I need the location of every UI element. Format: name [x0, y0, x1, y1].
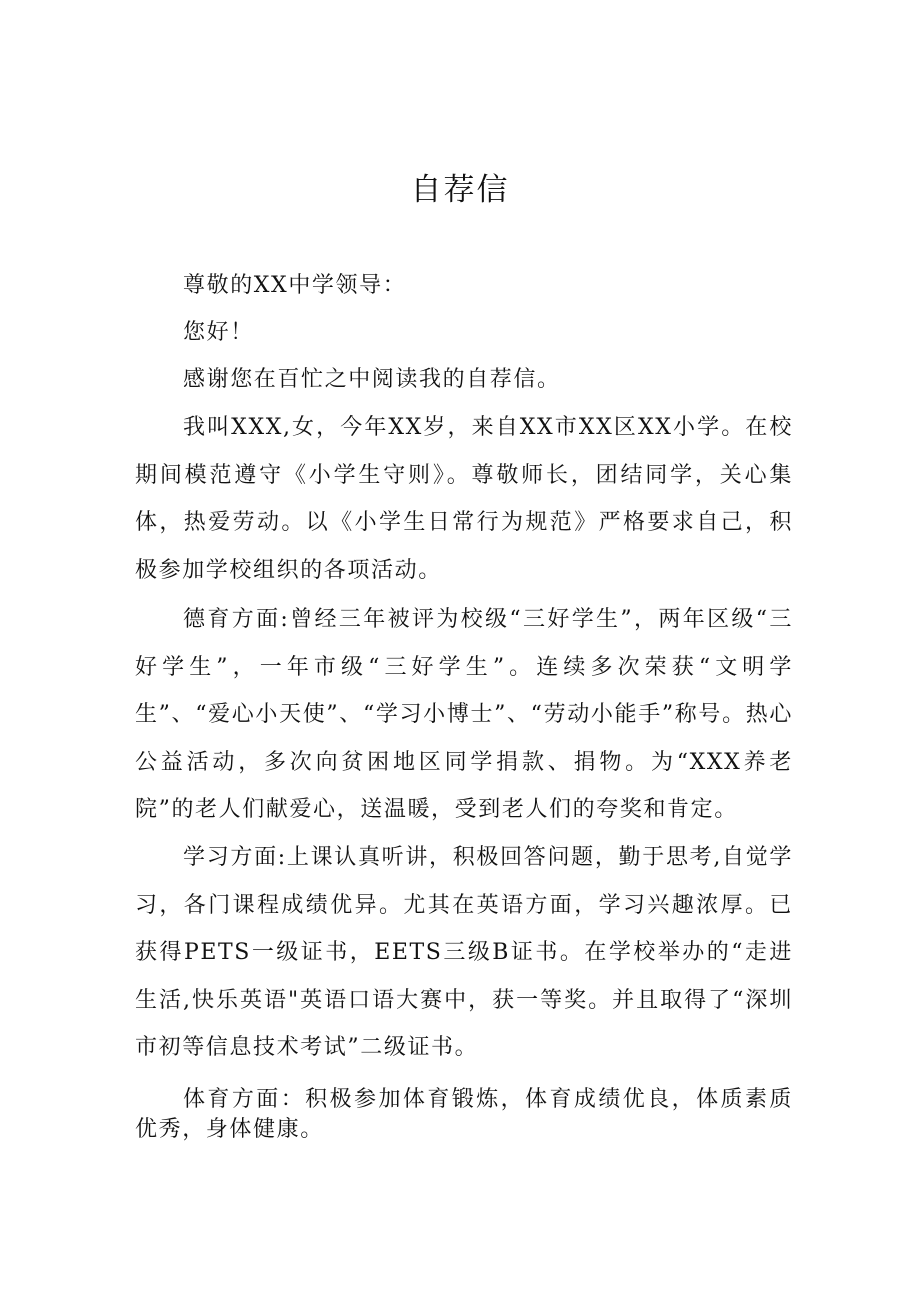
study-paragraph: 学习方面:上课认真听讲，积极回答问题，勤于思考,自觉学习，各门课程成绩优异。尤其在英语方面，学习兴趣浓厚。已获得PETS一级证书，EETS三级B证书。在学校举办的“走进生活,快乐英语"英语口语大赛中，获一等奖。并且取得了“深圳市初等信息技术考试”二级证书。 [135, 845, 793, 1060]
thanks-paragraph: 感谢您在百忙之中阅读我的自荐信。 [183, 367, 561, 392]
moral-education-paragraph: 德育方面:曾经三年被评为校级“三好学生”，两年区级“三好学生”，一年市级“三好学生”。连续多次荣获“文明学生”、“爱心小天使”、“学习小博士”、“劳动小能手”称号。热心公益活动，多次向贫困地区同学捐款、捐物。为“XXX养老院”的老人们献爱心，送温暖，受到老人们的夸奖和肯定。 [135, 607, 793, 822]
document-title: 自荐信 [410, 172, 510, 208]
sports-paragraph: 体育方面：积极参加体育锻炼，体育成绩优良，体质素质优秀，身体健康。 [135, 1087, 793, 1142]
introduction-paragraph: 我叫XXX,女，今年XX岁，来自XX市XX区XX小学。在校期间模范遵守《小学生守则》。尊敬师长，团结同学，关心集体，热爱劳动。以《小学生日常行为规范》严格要求自己，积极参加学校组织的各项活动。 [135, 415, 793, 583]
greeting: 您好！ [183, 320, 254, 345]
salutation: 尊敬的XX中学领导： [183, 273, 407, 298]
